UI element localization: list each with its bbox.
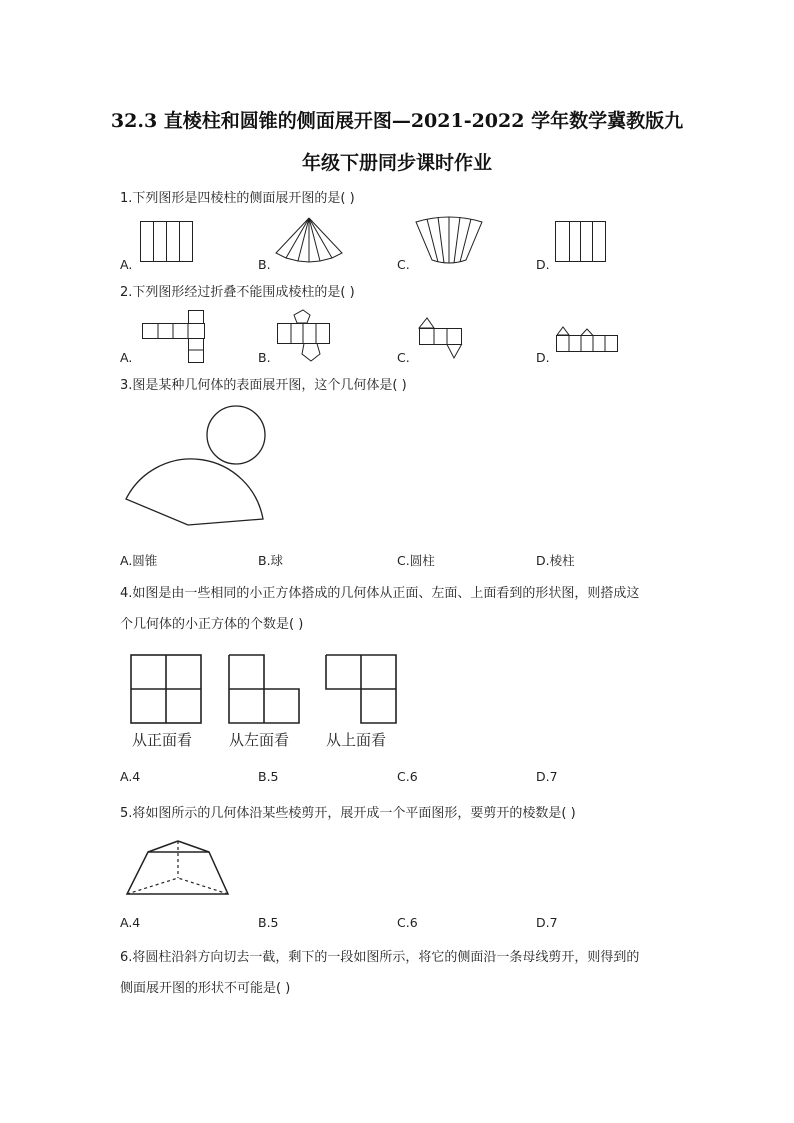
page-title-line2: 年级下册同步课时作业 (301, 152, 492, 174)
q2-option-a-figure (142, 310, 206, 364)
question-5-stem: 5.将如图所示的几何体沿某些棱剪开，展开成一个平面图形，要剪开的棱数是( ) (120, 806, 576, 821)
q1-option-b[interactable]: B. (258, 257, 271, 272)
q5-option-b[interactable]: B.5 (258, 915, 279, 930)
question-4-stem-line1: 4.如图是由一些相同的小正方体搭成的几何体从正面、左面、上面看到的形状图，则搭成这 (120, 586, 640, 601)
q2-option-b[interactable]: B. (258, 350, 271, 365)
q1-option-d-figure (555, 221, 607, 263)
q1-option-a-figure (140, 221, 194, 263)
q3-option-c[interactable]: C.圆柱 (397, 553, 435, 568)
q4-top-view-label: 从上面看 (326, 731, 387, 749)
page-title-line1: 32.3 直棱柱和圆锥的侧面展开图—2021-2022 学年数学冀教版九 (110, 110, 684, 132)
question-6-stem-line1: 6.将圆柱沿斜方向切去一截，剩下的一段如图所示，将它的侧面沿一条母线剪开，则得到的 (120, 950, 640, 965)
q2-option-c-figure (418, 316, 464, 360)
q2-option-a[interactable]: A. (120, 350, 133, 365)
q5-option-c[interactable]: C.6 (397, 915, 418, 930)
question-3-stem: 3.图是某种几何体的表面展开图，这个几何体是( ) (120, 378, 407, 393)
q4-front-view-label: 从正面看 (132, 731, 193, 749)
q2-option-d-figure (556, 325, 620, 357)
q4-left-view-label: 从左面看 (229, 731, 290, 749)
q2-option-b-figure (277, 309, 333, 363)
q4-front-view-figure (130, 654, 204, 726)
q2-option-d[interactable]: D. (536, 350, 550, 365)
q5-option-d[interactable]: D.7 (536, 915, 558, 930)
q3-option-a[interactable]: A.圆锥 (120, 553, 158, 568)
q4-option-d[interactable]: D.7 (536, 769, 558, 784)
q1-option-a[interactable]: A. (120, 257, 133, 272)
q4-left-view-figure (228, 654, 302, 726)
q1-option-c-figure (414, 214, 484, 266)
q5-option-a[interactable]: A.4 (120, 915, 141, 930)
q4-option-c[interactable]: C.6 (397, 769, 418, 784)
q4-top-view-figure (325, 654, 399, 726)
q3-option-d[interactable]: D.棱柱 (536, 553, 575, 568)
question-2-stem: 2.下列图形经过折叠不能围成棱柱的是( ) (120, 285, 355, 300)
q1-option-d[interactable]: D. (536, 257, 550, 272)
q1-option-b-figure (274, 216, 344, 264)
q2-option-c[interactable]: C. (397, 350, 410, 365)
q5-frustum-figure (124, 838, 232, 898)
q4-option-a[interactable]: A.4 (120, 769, 141, 784)
q3-option-b[interactable]: B.球 (258, 553, 284, 568)
q3-net-figure (120, 405, 270, 529)
q1-option-c[interactable]: C. (397, 257, 410, 272)
question-1-stem: 1.下列图形是四棱柱的侧面展开图的是( ) (120, 191, 355, 206)
question-6-stem-line2: 侧面展开图的形状不可能是( ) (120, 981, 291, 996)
question-4-stem-line2: 个几何体的小正方体的个数是( ) (120, 617, 304, 632)
q4-option-b[interactable]: B.5 (258, 769, 279, 784)
